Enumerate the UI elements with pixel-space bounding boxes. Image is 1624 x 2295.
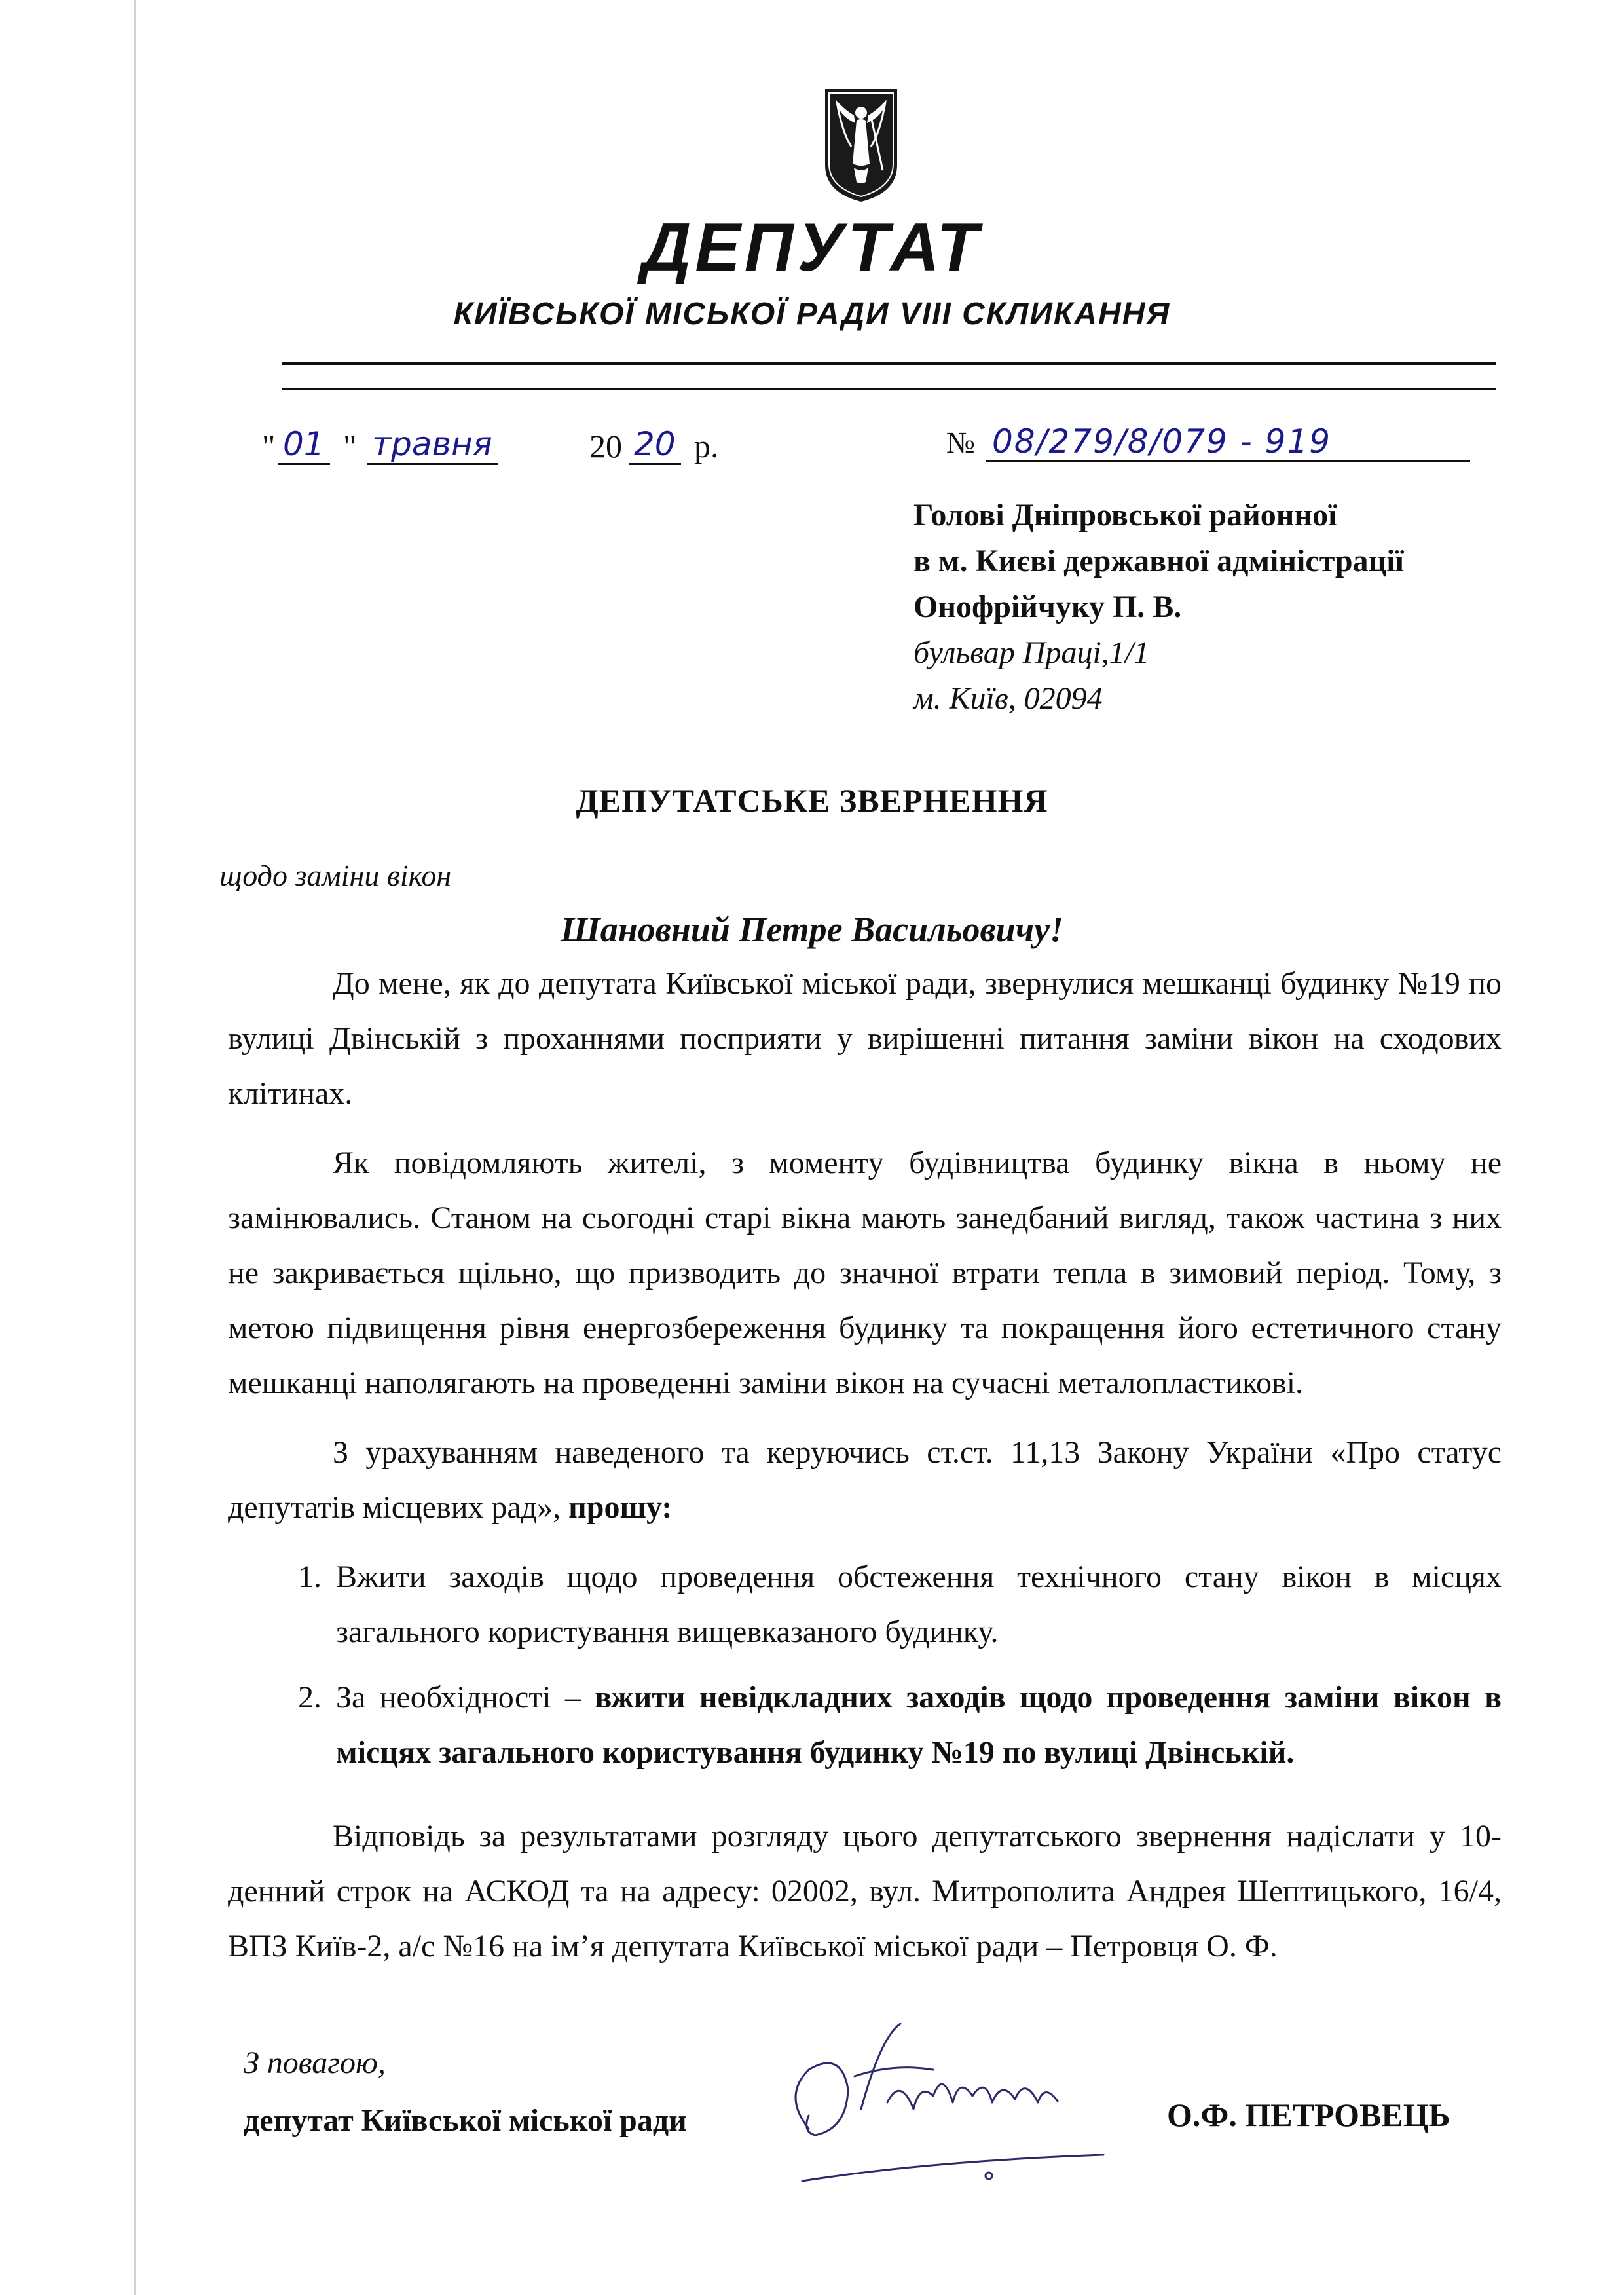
addressee-line-5: м. Київ, 02094 [913,681,1103,716]
request-item-2-start: За необхідності – [336,1680,581,1715]
addressee-line-1: Голові Дніпровської районної [913,498,1337,532]
salutation: Шановний Петре Васильовичу! [560,910,1064,949]
document-subject: щодо заміни вікон [219,859,452,892]
date-year-suffix: 20 [629,425,681,465]
request-item-1 [329,1550,1502,1660]
letter-body [228,956,1502,1988]
addressee-line-4: бульвар Праці,1/1 [913,635,1150,670]
addressee-line-3: Онофрійчуку П. В. [913,589,1182,624]
registration-line [946,414,1470,466]
scan-edge [134,0,136,2295]
paragraph-3-request: прошу: [568,1490,673,1525]
registration-no-label: № [946,426,975,459]
date-close-quote: " [343,428,357,464]
paragraph-4: Відповідь за результатами розгляду цього депутатського звернення надіслати у 10-денний строк на АСКОД та на адресу: 02002, вул. Митрополита Андрея Шептицького, 16/4, ВПЗ Київ-2, а/с №16 на ім’я депутата Київської міської ради – Петровця О. Ф. [228,1819,1502,1964]
paragraph-1: До мене, як до депутата Київської міської ради, звернулися мешканці будинку №19 по вулиці Двінській з проханнями посприяти у вирішенні питання заміни вікон на сходових клітинах. [228,966,1502,1111]
request-item-1-text: Вжити заходів щодо проведення обстеження технічного стану вікон в місцях загального користування вищевказаного будинку. [336,1559,1502,1649]
closing-position: депутат Київської міської ради [244,2103,687,2138]
signer-name: О.Ф. ПЕТРОВЕЦЬ [1167,2097,1450,2133]
letterhead-subtitle: КИЇВСЬКОЇ МІСЬКОЇ РАДИ VIII СКЛИКАННЯ [453,297,1171,331]
letterhead-rule-thick [282,362,1496,365]
paragraph-3 [228,1425,1502,1535]
date-day: 01 [278,425,330,465]
request-list [228,1550,1502,1780]
paragraph-2: Як повідомляють жителі, з моменту будівництва будинку вікна в ньому не замінювались. Станом на сьогодні старі вікна мають занедбаний вигляд, також частина з них не закривається щільно, що призводить до значної втрати тепла в зимовий період. Тому, з метою підвищення рівня енергозбереження будинку та покращення його естетичного стану мешканці наполягають на проведенні заміни вікон на сучасні металопластикові. [228,1146,1502,1400]
handwritten-signature [763,1998,1149,2201]
addressee-block [913,493,1404,722]
request-item-2 [329,1670,1502,1780]
date-year-mark: р. [694,428,719,464]
date-month: травня [367,425,498,465]
kyiv-coat-of-arms-icon [822,86,900,203]
paragraph-3-text: З урахуванням наведеного та керуючись ст.ст. 11,13 Закону України «Про статус депутатів місцевих рад», [228,1435,1502,1525]
date-open-quote: " [262,428,276,464]
closing-regards: З повагою, [244,2045,386,2080]
document-heading: ДЕПУТАТСЬКЕ ЗВЕРНЕННЯ [576,782,1048,819]
registration-number: 08/279/8/079 - 919 [986,422,1470,462]
letterhead-rule-thin [282,388,1496,390]
addressee-line-2: в м. Києві державної адміністрації [913,544,1404,578]
request-item-2-bold: вжити невідкладних заходів щодо проведення заміни вікон в місцях загального користування будинку №19 по вулиці Двінській. [336,1680,1502,1770]
letterhead-title: ДЕПУТАТ [642,210,982,286]
date-year-prefix: 20 [589,428,622,464]
